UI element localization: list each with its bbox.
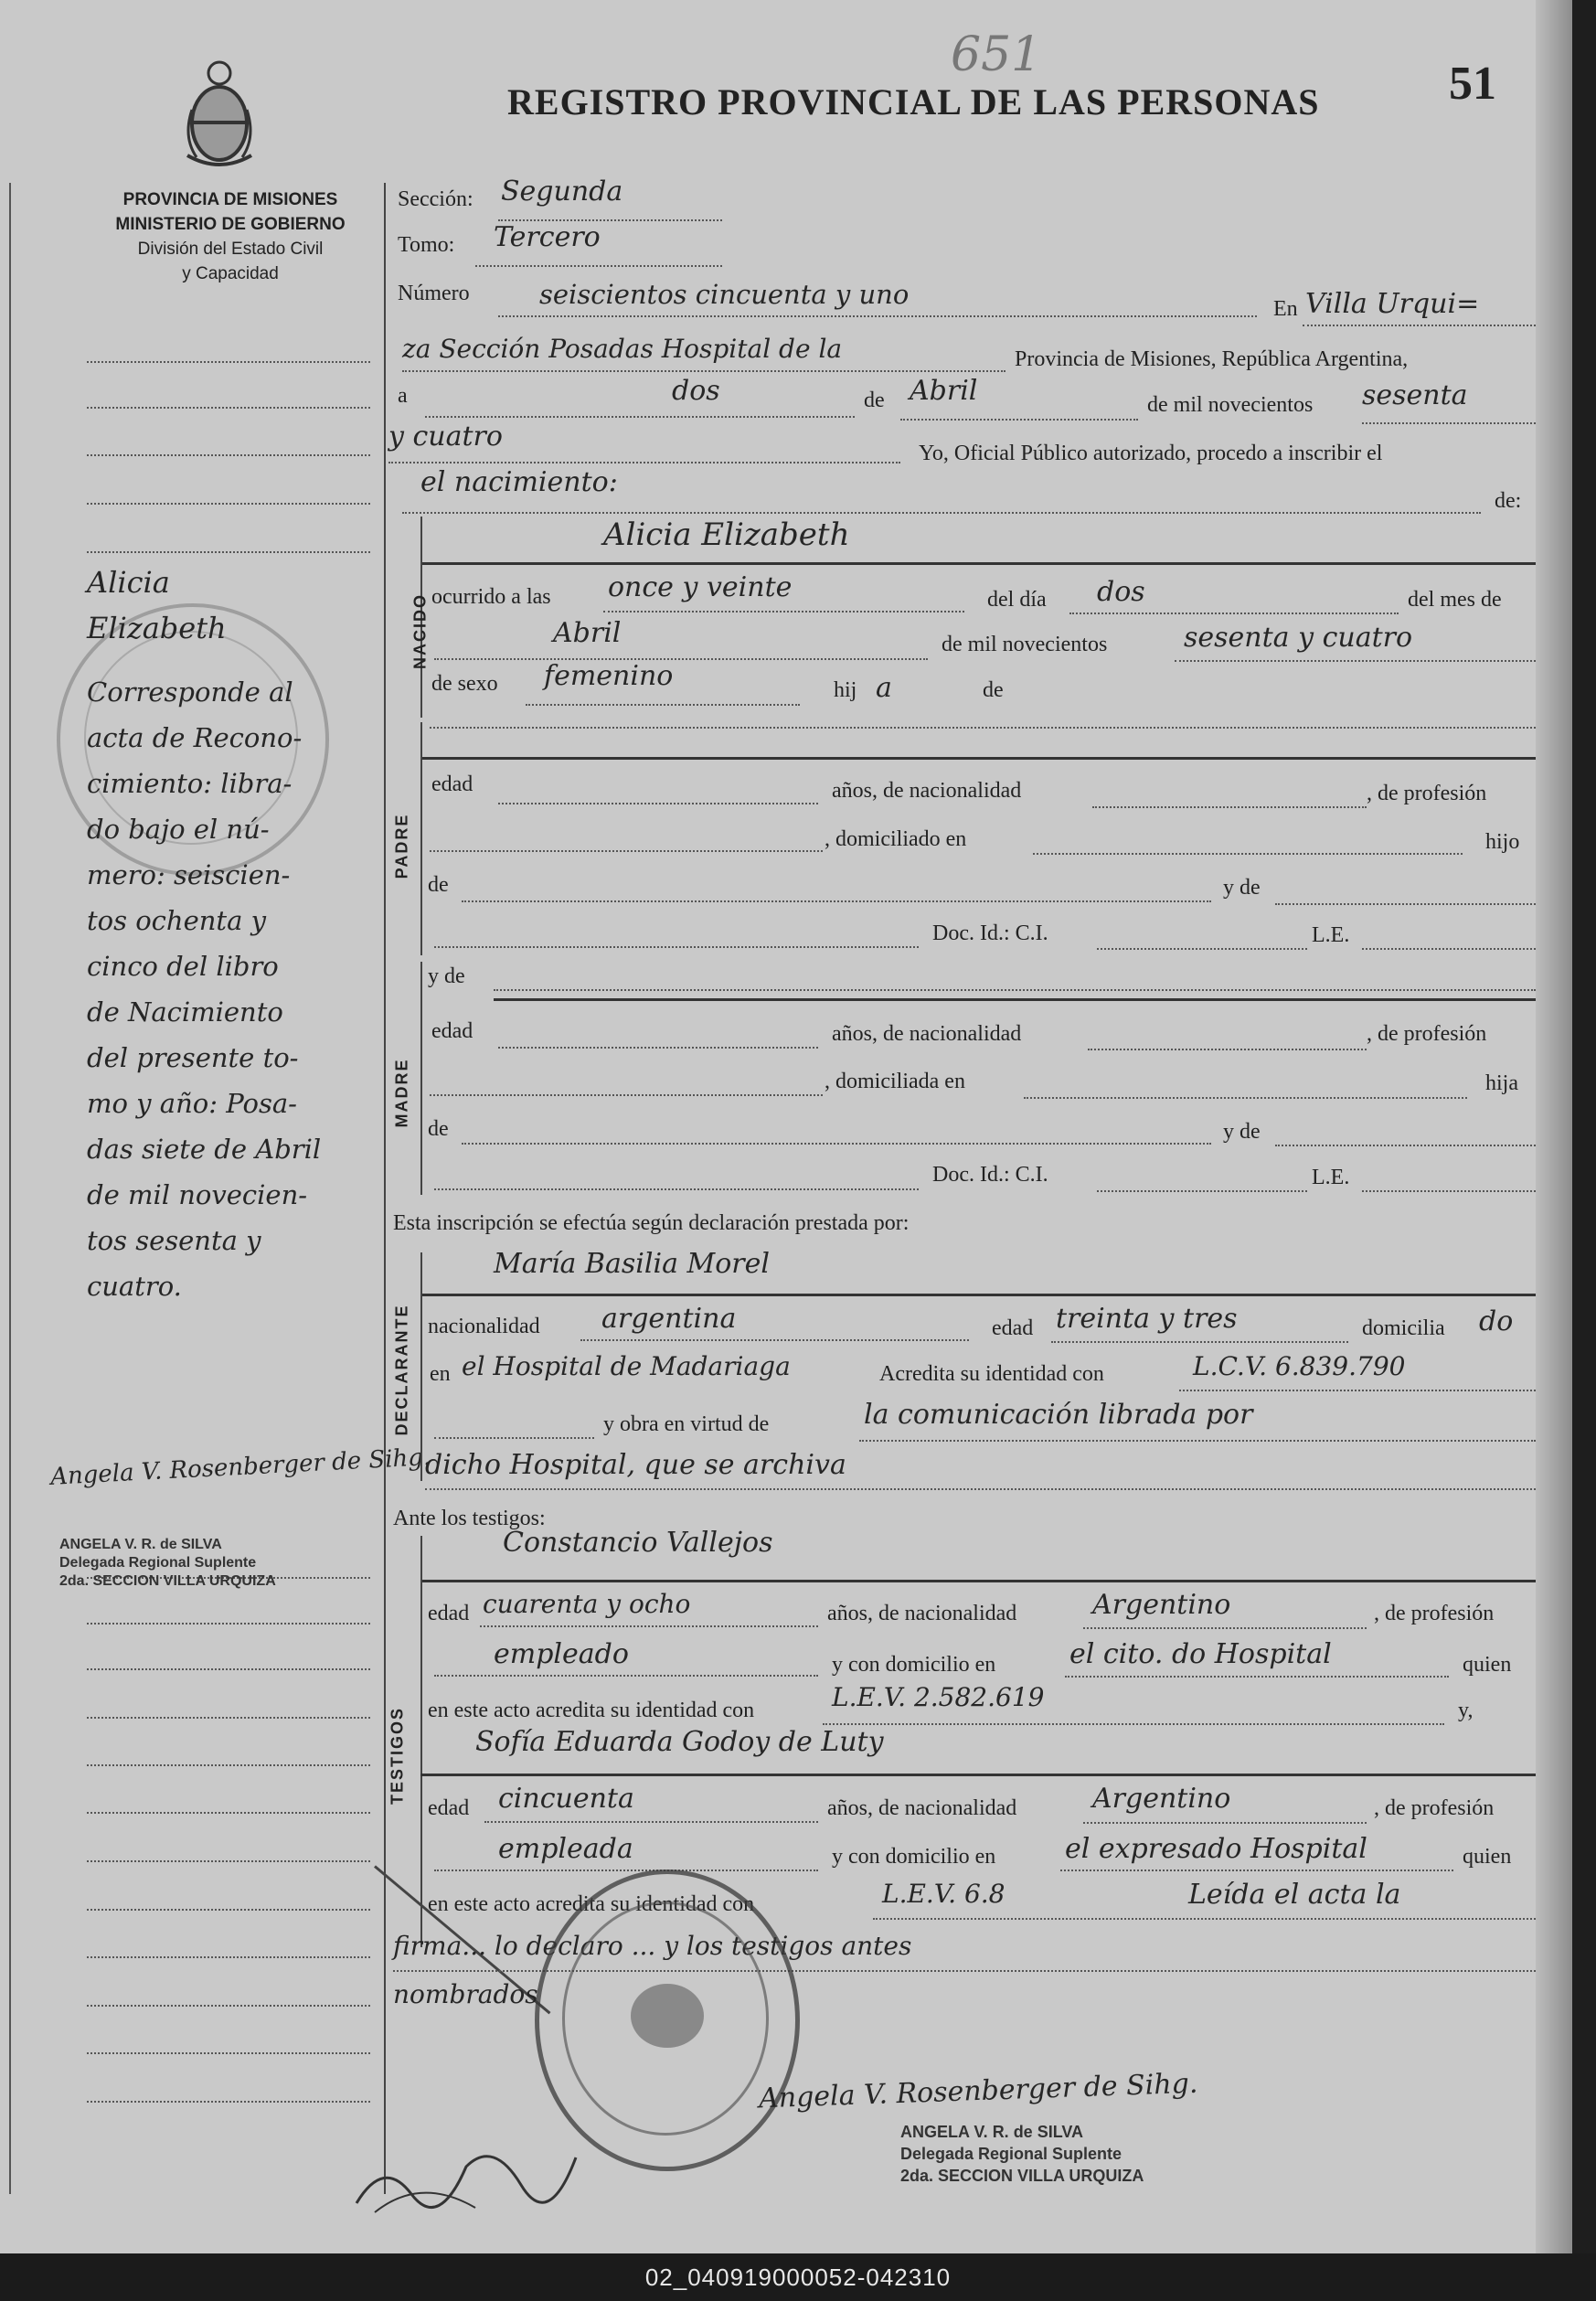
margin-note-line: tos sesenta y bbox=[87, 1225, 261, 1256]
sexo-value: femenino bbox=[544, 660, 674, 692]
tomo-label: Tomo: bbox=[398, 233, 455, 257]
t1-profesion-label: , de profesión bbox=[1374, 1602, 1495, 1625]
madre-y-de-label: y de bbox=[428, 964, 465, 988]
t1-domicilio-label: y con domicilio en bbox=[832, 1653, 996, 1677]
margin-note-line: tos ochenta y bbox=[87, 905, 266, 936]
padre-domiciliado-label: , domiciliado en bbox=[825, 827, 967, 851]
declarante-en-label: en bbox=[430, 1362, 451, 1386]
margin-note-line: Corresponde al bbox=[87, 676, 293, 708]
margin-note-line: das siete de Abril bbox=[87, 1134, 322, 1165]
t1-nacionalidad: Argentino bbox=[1092, 1589, 1231, 1621]
testigos-section-label: TESTIGOS bbox=[388, 1707, 407, 1806]
de-colon-label: de: bbox=[1495, 489, 1522, 513]
madre-doc-label: Doc. Id.: C.I. bbox=[932, 1163, 1048, 1187]
margin-note-line: mo y año: Posa- bbox=[87, 1088, 297, 1119]
issuer-province: PROVINCIA DE MISIONES bbox=[122, 190, 338, 209]
ocurrido-label: ocurrido a las bbox=[431, 585, 551, 609]
margin-note-line: do bajo el nú- bbox=[87, 814, 270, 845]
t2-domicilio-label: y con domicilio en bbox=[832, 1845, 996, 1869]
t2-edad: cincuenta bbox=[498, 1783, 634, 1815]
t2-edad-label: edad bbox=[428, 1796, 470, 1820]
cierre-line-b: firma... lo declaro ... y los testigos antes bbox=[393, 1931, 912, 1961]
t2-profesion: empleada bbox=[498, 1833, 633, 1865]
t2-quien-label: quien bbox=[1463, 1845, 1512, 1869]
declarante-edad-label: edad bbox=[992, 1316, 1034, 1340]
hij-label: hij bbox=[834, 678, 857, 702]
padre-y-de-label: y de bbox=[1223, 876, 1261, 900]
margin-note-line: cinco del libro bbox=[87, 951, 279, 982]
t1-nacionalidad-label: años, de nacionalidad bbox=[827, 1602, 1017, 1625]
madre-nacionalidad-label: años, de nacionalidad bbox=[832, 1022, 1022, 1046]
de-label: de bbox=[864, 389, 885, 412]
declarante-domicilio-suffix: do bbox=[1479, 1305, 1514, 1337]
madre-y-de2-label: y de bbox=[1223, 1120, 1261, 1144]
margin-stamp-line: ANGELA V. R. de SILVA bbox=[59, 1537, 222, 1552]
nacido-dia-value: dos bbox=[1097, 576, 1145, 608]
margin-stamp-line: 2da. SECCION VILLA URQUIZA bbox=[59, 1573, 276, 1589]
seccion-value: Segunda bbox=[501, 176, 623, 208]
de-mil-nacido-label: de mil novecientos bbox=[942, 633, 1108, 656]
t1-y-label: y, bbox=[1458, 1699, 1474, 1722]
padre-nacionalidad-label: años, de nacionalidad bbox=[832, 779, 1022, 803]
declarante-domicilio: el Hospital de Madariaga bbox=[462, 1351, 791, 1381]
margin-note-line: de Nacimiento bbox=[87, 996, 283, 1028]
margin-stamp-line: Delegada Regional Suplente bbox=[59, 1555, 257, 1571]
t1-acredita-label: en este acto acredita su identidad con bbox=[428, 1699, 755, 1722]
left-border-line bbox=[9, 183, 11, 2194]
issuer-division: División del Estado Civil bbox=[137, 240, 324, 259]
padre-edad-label: edad bbox=[431, 772, 473, 796]
cierre-line-a: Leída el acta la bbox=[1188, 1879, 1401, 1911]
declarante-edad: treinta y tres bbox=[1056, 1303, 1238, 1335]
coat-of-arms-icon bbox=[178, 55, 261, 174]
de-mil-label: de mil novecientos bbox=[1147, 393, 1314, 417]
lugar-value-a: Villa Urqui= bbox=[1305, 288, 1480, 320]
tomo-value: Tercero bbox=[494, 221, 601, 253]
testigo-1-nombre: Constancio Vallejos bbox=[503, 1527, 773, 1559]
provincia-text: Provincia de Misiones, República Argentina, bbox=[1015, 347, 1409, 371]
madre-profesion-label: , de profesión bbox=[1367, 1022, 1487, 1046]
padre-hijo-label: hijo bbox=[1485, 830, 1520, 854]
issuer-block bbox=[84, 187, 377, 286]
mes-value: Abril bbox=[910, 375, 978, 407]
t1-edad: cuarenta y ocho bbox=[483, 1589, 691, 1619]
declarante-section-label: DECLARANTE bbox=[392, 1304, 411, 1436]
file-label: 02_040919000052-042310 bbox=[0, 2253, 1596, 2301]
margin-note-line: cuatro. bbox=[87, 1271, 182, 1302]
officer-signature-scribble bbox=[347, 2121, 585, 2226]
coat-of-arms-icon bbox=[631, 1984, 704, 2048]
margin-note-line: Alicia bbox=[87, 565, 170, 600]
t1-documento: L.E.V. 2.582.619 bbox=[832, 1682, 1045, 1712]
margin-note bbox=[87, 559, 379, 1309]
madre-de-label: de bbox=[428, 1117, 449, 1141]
margin-note-line: cimiento: libra- bbox=[87, 768, 293, 799]
numero-label: Número bbox=[398, 282, 470, 305]
margin-note-line: Elizabeth bbox=[87, 611, 227, 645]
page-number: 51 bbox=[1449, 58, 1496, 110]
declarante-nacionalidad: argentina bbox=[601, 1303, 737, 1335]
padre-de-label: de bbox=[428, 873, 449, 897]
declarante-obra-b: dicho Hospital, que se archiva bbox=[425, 1449, 846, 1481]
t2-nacionalidad: Argentino bbox=[1092, 1783, 1231, 1815]
testigos-intro: Ante los testigos: bbox=[393, 1507, 546, 1530]
padre-doc-label: Doc. Id.: C.I. bbox=[932, 921, 1048, 945]
anio-value-a: sesenta bbox=[1362, 379, 1468, 411]
seccion-label: Sección: bbox=[398, 187, 473, 211]
document-title: REGISTRO PROVINCIAL DE LAS PERSONAS bbox=[507, 81, 1320, 123]
margin-note-line: de mil novecien- bbox=[87, 1179, 308, 1210]
numero-value: seiscientos cincuenta y uno bbox=[539, 279, 910, 310]
margin-official-stamp bbox=[59, 1536, 276, 1591]
padre-profesion-label: , de profesión bbox=[1367, 782, 1487, 805]
t1-edad-label: edad bbox=[428, 1602, 470, 1625]
margin-note-line: del presente to- bbox=[87, 1042, 299, 1073]
padre-section-label: PADRE bbox=[392, 813, 411, 879]
declarante-nacionalidad-label: nacionalidad bbox=[428, 1315, 540, 1338]
bottom-official-stamp bbox=[900, 2121, 1144, 2187]
bottom-stamp-line: 2da. SECCION VILLA URQUIZA bbox=[900, 2167, 1144, 2185]
t1-quien-label: quien bbox=[1463, 1653, 1512, 1677]
t2-nacionalidad-label: años, de nacionalidad bbox=[827, 1796, 1017, 1820]
en-label: En bbox=[1273, 297, 1298, 321]
lugar-value-b: za Sección Posadas Hospital de la bbox=[402, 334, 843, 364]
bottom-stamp-line: Delegada Regional Suplente bbox=[900, 2145, 1123, 2163]
del-dia-label: del día bbox=[987, 588, 1047, 612]
sexo-label: de sexo bbox=[431, 672, 498, 696]
margin-note-line: acta de Recono- bbox=[87, 722, 303, 753]
t2-documento: L.E.V. 6.8 bbox=[882, 1879, 1005, 1909]
declarante-obra-label: y obra en virtud de bbox=[603, 1412, 770, 1436]
dia-value: dos bbox=[672, 375, 720, 407]
hij-de-label: de bbox=[983, 678, 1004, 702]
declarante-nombre: María Basilia Morel bbox=[494, 1248, 770, 1280]
declarante-obra-a: la comunicación librada por bbox=[864, 1399, 1253, 1431]
bottom-signature: Angela V. Rosenberger de Sihg. bbox=[758, 2067, 1198, 2115]
t2-acredita-label: en este acto acredita su identidad con bbox=[428, 1892, 755, 1916]
madre-hija-label: hija bbox=[1485, 1071, 1518, 1095]
del-mes-label: del mes de bbox=[1408, 588, 1502, 612]
nacido-mes-value: Abril bbox=[553, 617, 622, 649]
column-divider bbox=[384, 183, 386, 2194]
madre-le-label: L.E. bbox=[1312, 1166, 1350, 1189]
hora-value: once y veinte bbox=[608, 571, 793, 603]
declarante-domiciliado-label: domicilia bbox=[1362, 1316, 1445, 1340]
t1-profesion: empleado bbox=[494, 1638, 629, 1670]
madre-section-label: MADRE bbox=[392, 1058, 411, 1128]
page-edge-shadow bbox=[1536, 0, 1572, 2253]
t2-profesion-label: , de profesión bbox=[1374, 1796, 1495, 1820]
acto-value: el nacimiento: bbox=[420, 466, 618, 498]
declaracion-intro: Esta inscripción se efectúa según declaración prestada por: bbox=[393, 1211, 910, 1235]
cierre-line-c: nombrados bbox=[393, 1979, 538, 2009]
declarante-acredita-label: Acredita su identidad con bbox=[879, 1362, 1104, 1386]
bottom-stamp-line: ANGELA V. R. de SILVA bbox=[900, 2123, 1084, 2141]
t1-domicilio: el cito. do Hospital bbox=[1069, 1638, 1332, 1670]
yo-text: Yo, Oficial Público autorizado, procedo a inscribir el bbox=[919, 442, 1383, 465]
nacido-nombre: Alicia Elizabeth bbox=[603, 517, 850, 553]
madre-domiciliada-label: , domiciliada en bbox=[825, 1070, 965, 1093]
t2-domicilio: el expresado Hospital bbox=[1065, 1833, 1367, 1865]
madre-edad-label: edad bbox=[431, 1019, 473, 1043]
anio-value-b: y cuatro bbox=[388, 421, 503, 453]
declarante-documento: L.C.V. 6.839.790 bbox=[1193, 1351, 1406, 1381]
hij-suffix: a bbox=[876, 672, 892, 704]
nacido-anio-value: sesenta y cuatro bbox=[1184, 622, 1413, 654]
handwritten-number: 651 bbox=[951, 27, 1042, 82]
margin-signature: Angela V. Rosenberger de Sihg. bbox=[49, 1443, 431, 1491]
nacido-section-label: NACIDO bbox=[410, 593, 430, 669]
a-label: a bbox=[398, 384, 408, 408]
issuer-ministry: MINISTERIO DE GOBIERNO bbox=[115, 215, 346, 234]
testigo-2-nombre: Sofía Eduarda Godoy de Luty bbox=[475, 1726, 884, 1758]
padre-le-label: L.E. bbox=[1312, 923, 1350, 947]
issuer-division-2: y Capacidad bbox=[182, 264, 279, 283]
margin-note-line: mero: seiscien- bbox=[87, 859, 291, 890]
